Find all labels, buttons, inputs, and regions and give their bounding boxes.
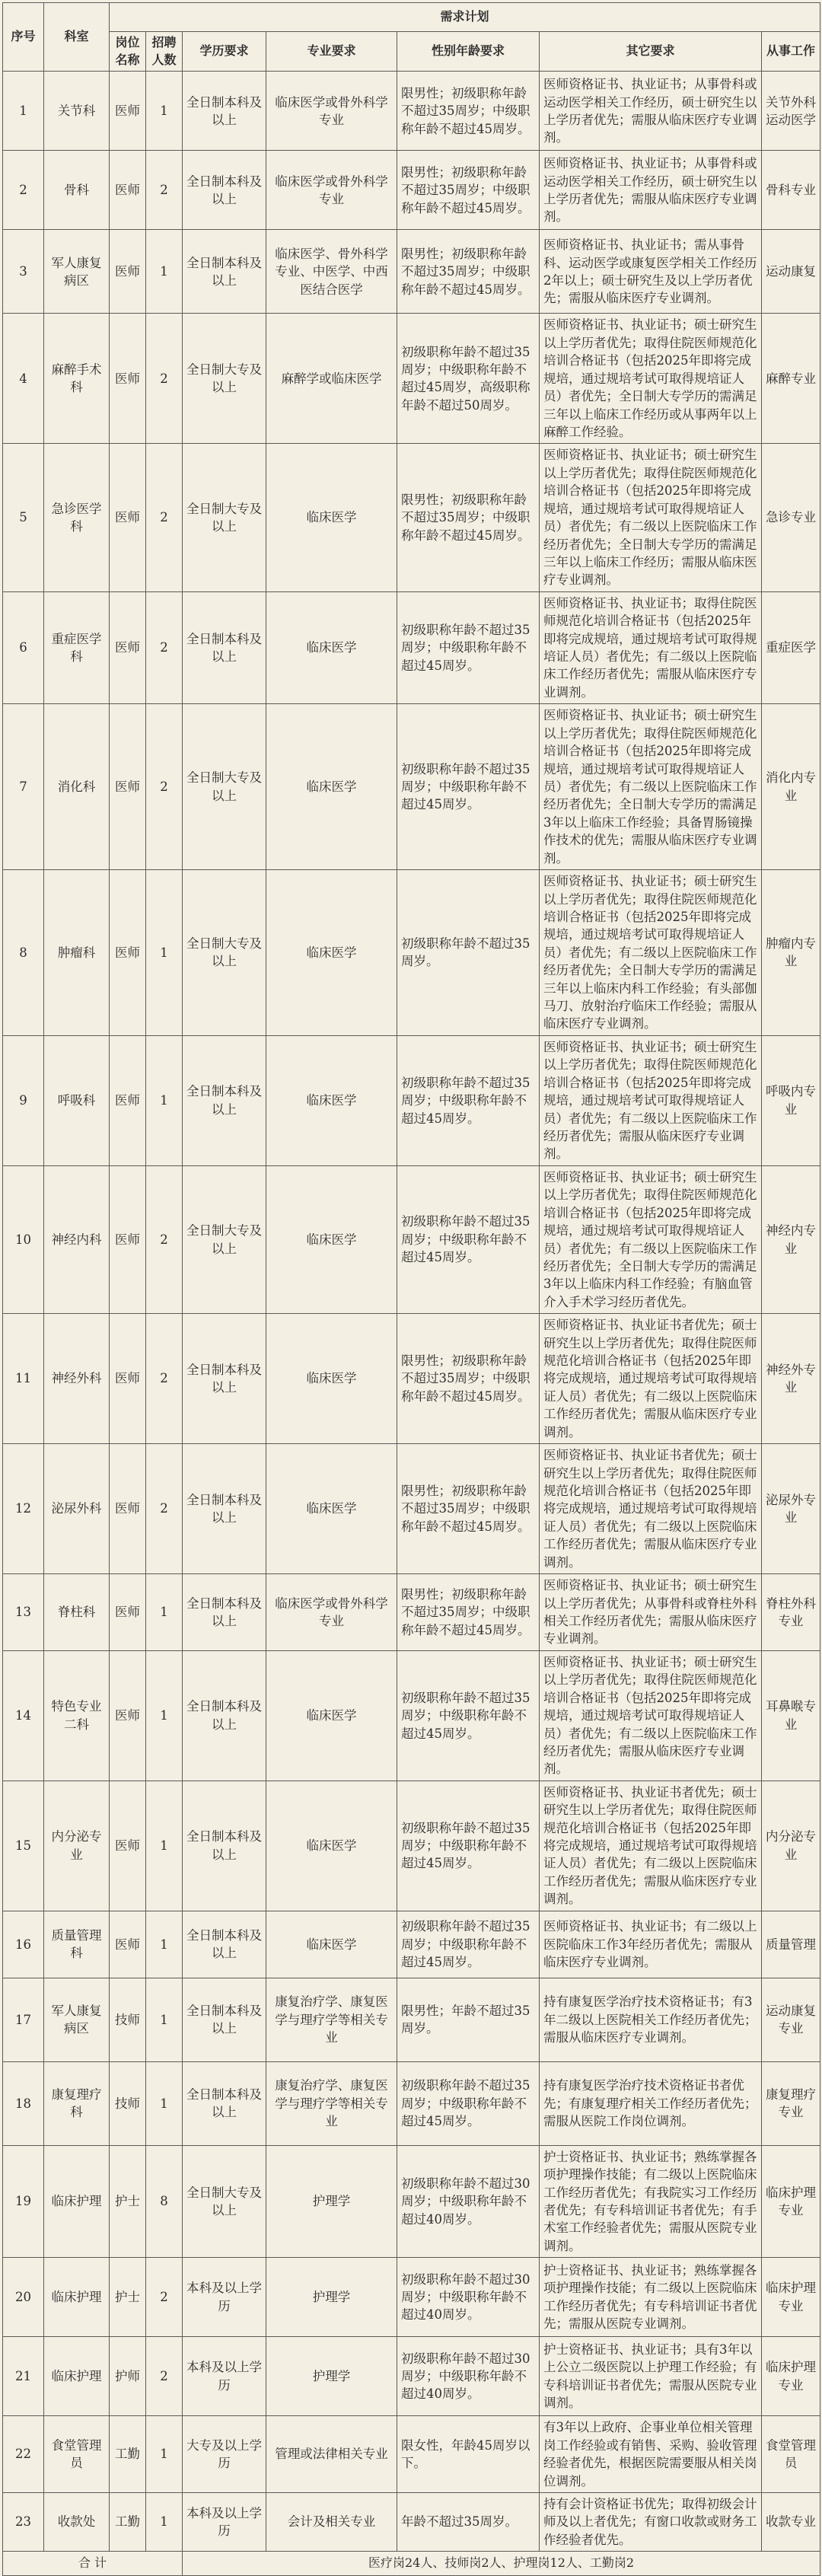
cell-age: 初级职称年龄不超过35周岁；中级职称年龄不超过45周岁。 xyxy=(397,1165,540,1313)
cell-age: 限男性；初级职称年龄不超过35周岁；中级职称年龄不超过45周岁。 xyxy=(397,444,540,591)
cell-other: 医师资格证书、执业证书；硕士研究生以上学历者优先；取得住院医师规范化培训合格证书（包括2025年即将完成规培，通过规培考试可取得规培证人员）者优先；有二级以上医院临床工作经历者优先；需服从临床医疗专业调剂。 xyxy=(540,1650,762,1781)
cell-age: 初级职称年龄不超过35周岁；中级职称年龄不超过45周岁，高级职称年龄不超过50周岁。 xyxy=(397,314,540,444)
cell-position: 医师 xyxy=(110,704,146,870)
cell-dept: 麻醉手术科 xyxy=(44,314,110,444)
cell-age: 初级职称年龄不超过35周岁；中级职称年龄不超过45周岁。 xyxy=(397,1035,540,1165)
cell-work: 麻醉专业 xyxy=(762,314,820,444)
table-body xyxy=(3,72,820,2576)
cell-position: 医师 xyxy=(110,1781,146,1911)
cell-edu: 全日制本科及以上 xyxy=(183,1574,266,1651)
cell-count: 2 xyxy=(146,314,183,444)
cell-edu: 全日制本科及以上 xyxy=(183,1314,266,1444)
cell-count: 1 xyxy=(146,1781,183,1911)
table-row xyxy=(3,870,820,1036)
cell-other: 医师资格证书、执业证书；硕士研究生以上学历者优先；取得住院医师规范化培训合格证书（包括2025年即将完成规培，通过规培考试可取得规培证人员）者优先；有二级以上医院临床工作经历者优先；全日制大专学历的需满足三年以上临床内科工作经验；有头部伽马刀、放射治疗临床工作经验；需服从临床医疗专业调剂。 xyxy=(540,870,762,1036)
cell-other: 护士资格证书、执业证书；具有3年以上公立二级医院以上护理工作经验；有专科培训证书者优先；需服从医院专业调剂。 xyxy=(540,2337,762,2416)
header-row-sub xyxy=(3,32,820,72)
cell-edu: 全日制本科及以上 xyxy=(183,151,266,230)
cell-position: 医师 xyxy=(110,1574,146,1651)
cell-edu: 全日制大专及以上 xyxy=(183,2145,266,2258)
cell-major: 临床医学 xyxy=(266,1911,397,1978)
table-row xyxy=(3,230,820,314)
cell-position: 护士 xyxy=(110,2145,146,2258)
cell-no: 3 xyxy=(3,230,44,314)
cell-other: 护士资格证书、执业证书；熟练掌握各项护理操作技能；有二级以上医院临床工作经历者优先；有专科培训证书者优先；需服从医院专业调剂。 xyxy=(540,2258,762,2337)
header-dept: 科室 xyxy=(44,3,110,72)
cell-no: 5 xyxy=(3,444,44,591)
cell-no: 7 xyxy=(3,704,44,870)
cell-count: 2 xyxy=(146,1444,183,1574)
table-row xyxy=(3,1911,820,1978)
cell-position: 医师 xyxy=(110,314,146,444)
table-row xyxy=(3,2416,820,2493)
cell-count: 1 xyxy=(146,2061,183,2145)
cell-work: 临床护理专业 xyxy=(762,2145,820,2258)
cell-count: 1 xyxy=(146,1978,183,2061)
cell-no: 14 xyxy=(3,1650,44,1781)
cell-other: 医师资格证书、执业证书者优先；硕士研究生以上学历者优先；取得住院医师规范化培训合格证书（包括2025年即将完成规培，通过规培考试可取得规培证人员）者优先；有二级以上医院临床工作经历者优先；需服从临床医疗专业调剂。 xyxy=(540,1781,762,1911)
total-label: 合 计 xyxy=(3,2552,183,2576)
cell-position: 护师 xyxy=(110,2337,146,2416)
cell-edu: 全日制本科及以上 xyxy=(183,591,266,704)
cell-work: 内分泌专业 xyxy=(762,1781,820,1911)
cell-position: 医师 xyxy=(110,591,146,704)
cell-no: 1 xyxy=(3,72,44,151)
cell-major: 临床医学或骨外科学专业 xyxy=(266,72,397,151)
cell-work: 泌尿外专业 xyxy=(762,1444,820,1574)
cell-edu: 本科及以上学历 xyxy=(183,2258,266,2337)
cell-edu: 全日制大专及以上 xyxy=(183,704,266,870)
table-row xyxy=(3,704,820,870)
header-major: 专业要求 xyxy=(266,32,397,72)
cell-other: 医师资格证书、执业证书；有二级以上医院临床工作3年经历者优先；需服从临床医疗专业调剂。 xyxy=(540,1911,762,1978)
cell-major: 康复治疗学、康复医学与理疗学等相关专业 xyxy=(266,2061,397,2145)
table-row xyxy=(3,1165,820,1313)
table-row xyxy=(3,2145,820,2258)
cell-age: 初级职称年龄不超过35周岁；中级职称年龄不超过45周岁。 xyxy=(397,2061,540,2145)
cell-dept: 消化科 xyxy=(44,704,110,870)
cell-major: 会计及相关专业 xyxy=(266,2492,397,2551)
cell-other: 持有康复医学治疗技术资格证书者优先；有康复理疗相关工作经历者优先；需服从医院工作岗位调剂。 xyxy=(540,2061,762,2145)
header-count: 招聘人数 xyxy=(146,32,183,72)
table-row xyxy=(3,2492,820,2551)
cell-dept: 康复理疗科 xyxy=(44,2061,110,2145)
cell-position: 医师 xyxy=(110,1314,146,1444)
cell-count: 2 xyxy=(146,2337,183,2416)
cell-work: 肿瘤内专业 xyxy=(762,870,820,1036)
table-row xyxy=(3,72,820,151)
cell-age: 初级职称年龄不超过30周岁；中级职称年龄不超过40周岁。 xyxy=(397,2258,540,2337)
cell-edu: 全日制本科及以上 xyxy=(183,1978,266,2061)
total-row xyxy=(3,2552,820,2576)
cell-dept: 泌尿外科 xyxy=(44,1444,110,1574)
cell-other: 护士资格证书、执业证书；熟练掌握各项护理操作技能；有二级以上医院临床工作经历者优先；有我院实习工作经历者优先；有专科培训证书者优先；有手术室工作经验者优先；需服从医院专业调剂。 xyxy=(540,2145,762,2258)
total-summary: 医疗岗24人、技师岗2人、护理岗12人、工勤岗2 xyxy=(183,2552,820,2576)
header-position: 岗位名称 xyxy=(110,32,146,72)
cell-count: 1 xyxy=(146,870,183,1036)
cell-edu: 全日制本科及以上 xyxy=(183,2061,266,2145)
cell-dept: 军人康复病区 xyxy=(44,1978,110,2061)
cell-no: 6 xyxy=(3,591,44,704)
cell-dept: 急诊医学科 xyxy=(44,444,110,591)
cell-count: 1 xyxy=(146,2492,183,2551)
cell-no: 22 xyxy=(3,2416,44,2493)
cell-edu: 全日制本科及以上 xyxy=(183,230,266,314)
cell-position: 医师 xyxy=(110,1165,146,1313)
table-row xyxy=(3,2258,820,2337)
cell-dept: 神经外科 xyxy=(44,1314,110,1444)
cell-position: 护士 xyxy=(110,2258,146,2337)
cell-no: 13 xyxy=(3,1574,44,1651)
cell-no: 4 xyxy=(3,314,44,444)
cell-count: 8 xyxy=(146,2145,183,2258)
table-row xyxy=(3,1444,820,1574)
cell-count: 2 xyxy=(146,591,183,704)
cell-other: 医师资格证书、执业证书；从事骨科或运动医学相关工作经历，硕士研究生以上学历者优先；需服从临床医疗专业调剂。 xyxy=(540,151,762,230)
cell-count: 2 xyxy=(146,1165,183,1313)
cell-count: 1 xyxy=(146,1911,183,1978)
cell-no: 16 xyxy=(3,1911,44,1978)
cell-edu: 全日制本科及以上 xyxy=(183,1781,266,1911)
cell-position: 医师 xyxy=(110,444,146,591)
cell-no: 12 xyxy=(3,1444,44,1574)
cell-edu: 本科及以上学历 xyxy=(183,2492,266,2551)
cell-other: 持有康复医学治疗技术资格证书；有3年二级以上医院相关工作经历者优先；需服从临床医疗专业调剂。 xyxy=(540,1978,762,2061)
cell-work: 临床护理专业 xyxy=(762,2337,820,2416)
cell-count: 1 xyxy=(146,230,183,314)
cell-count: 2 xyxy=(146,704,183,870)
cell-no: 20 xyxy=(3,2258,44,2337)
cell-dept: 食堂管理员 xyxy=(44,2416,110,2493)
cell-dept: 神经内科 xyxy=(44,1165,110,1313)
cell-dept: 特色专业二科 xyxy=(44,1650,110,1781)
cell-edu: 全日制大专及以上 xyxy=(183,1165,266,1313)
table-row xyxy=(3,1035,820,1165)
cell-age: 限男性；初级职称年龄不超过35周岁；中级职称年龄不超过45周岁。 xyxy=(397,1314,540,1444)
cell-age: 年龄不超过35周岁。 xyxy=(397,2492,540,2551)
cell-age: 初级职称年龄不超过35周岁；中级职称年龄不超过45周岁。 xyxy=(397,591,540,704)
cell-position: 医师 xyxy=(110,230,146,314)
cell-dept: 质量管理科 xyxy=(44,1911,110,1978)
cell-work: 消化内专业 xyxy=(762,704,820,870)
table-row xyxy=(3,2337,820,2416)
cell-work: 神经内专业 xyxy=(762,1165,820,1313)
cell-major: 康复治疗学、康复医学与理疗学等相关专业 xyxy=(266,1978,397,2061)
header-gender-age: 性别年龄要求 xyxy=(397,32,540,72)
cell-major: 临床医学 xyxy=(266,591,397,704)
cell-edu: 全日制本科及以上 xyxy=(183,72,266,151)
cell-age: 初级职称年龄不超过30周岁；中级职称年龄不超过40周岁。 xyxy=(397,2145,540,2258)
cell-major: 护理学 xyxy=(266,2337,397,2416)
cell-other: 医师资格证书、执业证书者优先；硕士研究生以上学历者优先；取得住院医师规范化培训合格证书（包括2025年即将完成规培，通过规培考试可取得规培证人员）者优先；有二级以上医院临床工作经历者优先；需服从临床医疗专业调剂。 xyxy=(540,1444,762,1574)
cell-major: 临床医学 xyxy=(266,1781,397,1911)
cell-work: 神经外专业 xyxy=(762,1314,820,1444)
cell-age: 初级职称年龄不超过30周岁；中级职称年龄不超过40周岁。 xyxy=(397,2337,540,2416)
cell-edu: 本科及以上学历 xyxy=(183,2337,266,2416)
cell-edu: 全日制大专及以上 xyxy=(183,314,266,444)
cell-no: 21 xyxy=(3,2337,44,2416)
cell-position: 工勤 xyxy=(110,2416,146,2493)
cell-major: 临床医学 xyxy=(266,1314,397,1444)
cell-age: 限男性；初级职称年龄不超过35周岁；中级职称年龄不超过45周岁。 xyxy=(397,230,540,314)
cell-count: 1 xyxy=(146,2416,183,2493)
cell-other: 医师资格证书、执业证书；硕士研究生以上学历者优先；取得住院医师规范化培训合格证书（包括2025年即将完成规培，通过规培考试可取得规培证人员）者优先；有二级以上医院临床工作经历者优先；需服从临床医疗专业调剂。 xyxy=(540,1035,762,1165)
cell-major: 临床医学或骨外科学专业 xyxy=(266,151,397,230)
cell-major: 麻醉学或临床医学 xyxy=(266,314,397,444)
cell-other: 医师资格证书、执业证书；硕士研究生以上学历者优先；从事骨科或脊柱外科相关工作经历者优先；需服从临床医疗专业调剂。 xyxy=(540,1574,762,1651)
cell-other: 医师资格证书、执业证书；从事骨科或运动医学相关工作经历，硕士研究生以上学历者优先；需服从临床医疗专业调剂。 xyxy=(540,72,762,151)
cell-other: 医师资格证书、执业证书；硕士研究生以上学历者优先；取得住院医师规范化培训合格证书（包括2025年即将完成规培，通过规培考试可取得规培证人员）者优先；有二级以上医院临床工作经历者优先；全日制大专学历的需满足3年以上临床工作经验；具备胃肠镜操作技术的优先；需服从临床医疗专业调剂。 xyxy=(540,704,762,870)
cell-dept: 关节科 xyxy=(44,72,110,151)
table-row xyxy=(3,2061,820,2145)
cell-work: 收款专业 xyxy=(762,2492,820,2551)
cell-age: 限男性；初级职称年龄不超过35周岁；中级职称年龄不超过45周岁。 xyxy=(397,151,540,230)
table-row xyxy=(3,1781,820,1911)
cell-work: 质量管理 xyxy=(762,1911,820,1978)
cell-position: 医师 xyxy=(110,1650,146,1781)
cell-major: 临床医学、骨外科学专业、中医学、中西医结合医学 xyxy=(266,230,397,314)
table-row xyxy=(3,151,820,230)
cell-edu: 全日制本科及以上 xyxy=(183,1035,266,1165)
cell-other: 持有会计资格证书优先；取得初级会计师及以上者优先；有窗口收款或财务工作经验者优先。 xyxy=(540,2492,762,2551)
table-row xyxy=(3,1650,820,1781)
cell-edu: 全日制大专及以上 xyxy=(183,444,266,591)
table-row xyxy=(3,1574,820,1651)
cell-work: 呼吸内专业 xyxy=(762,1035,820,1165)
cell-major: 护理学 xyxy=(266,2145,397,2258)
cell-major: 临床医学 xyxy=(266,1165,397,1313)
header-work: 从事工作 xyxy=(762,32,820,72)
cell-major: 临床医学 xyxy=(266,1444,397,1574)
cell-work: 运动康复 xyxy=(762,230,820,314)
cell-age: 初级职称年龄不超过35周岁；中级职称年龄不超过45周岁。 xyxy=(397,1650,540,1781)
cell-no: 23 xyxy=(3,2492,44,2551)
recruitment-table xyxy=(2,2,820,2576)
table-row xyxy=(3,591,820,704)
cell-no: 9 xyxy=(3,1035,44,1165)
cell-other: 医师资格证书、执业证书；硕士研究生以上学历者优先；取得住院医师规范化培训合格证书（包括2025年即将完成规培，通过规培考试可取得规培证人员）者优先；全日制大专学历的需满足三年以上临床工作经历或从事两年以上麻醉工作经验。 xyxy=(540,314,762,444)
cell-no: 10 xyxy=(3,1165,44,1313)
cell-other: 有3年以上政府、企事业单位相关管理岗工作经验或有销售、采购、验收管理经验者优先，根据医院需要服从相关岗位调剂。 xyxy=(540,2416,762,2493)
cell-dept: 重症医学科 xyxy=(44,591,110,704)
cell-other: 医师资格证书、执业证书；需从事骨科、运动医学或康复医学相关工作经历2年以上；硕士研究生及以上学历者优先；需服从临床医疗专业调剂。 xyxy=(540,230,762,314)
table-row xyxy=(3,444,820,591)
cell-position: 工勤 xyxy=(110,2492,146,2551)
recruitment-table-page xyxy=(0,2,822,2571)
cell-position: 医师 xyxy=(110,1035,146,1165)
cell-edu: 全日制本科及以上 xyxy=(183,1650,266,1781)
cell-work: 临床护理专业 xyxy=(762,2258,820,2337)
cell-other: 医师资格证书、执业证书者优先；硕士研究生以上学历者优先；取得住院医师规范化培训合格证书（包括2025年即将完成规培，通过规培考试可取得规培证人员）者优先；有二级以上医院临床工作经历者优先；需服从临床医疗专业调剂。 xyxy=(540,1314,762,1444)
cell-work: 急诊专业 xyxy=(762,444,820,591)
cell-count: 2 xyxy=(146,444,183,591)
cell-work: 康复理疗专业 xyxy=(762,2061,820,2145)
cell-age: 初级职称年龄不超过35周岁。 xyxy=(397,870,540,1036)
cell-dept: 内分泌专业 xyxy=(44,1781,110,1911)
cell-no: 2 xyxy=(3,151,44,230)
cell-count: 1 xyxy=(146,72,183,151)
cell-age: 限男性；初级职称年龄不超过35周岁；中级职称年龄不超过45周岁。 xyxy=(397,72,540,151)
cell-no: 18 xyxy=(3,2061,44,2145)
cell-no: 15 xyxy=(3,1781,44,1911)
cell-position: 技师 xyxy=(110,1978,146,2061)
cell-position: 技师 xyxy=(110,2061,146,2145)
cell-major: 临床医学 xyxy=(266,1035,397,1165)
cell-dept: 军人康复病区 xyxy=(44,230,110,314)
cell-major: 临床医学 xyxy=(266,444,397,591)
cell-count: 2 xyxy=(146,1314,183,1444)
cell-dept: 脊柱科 xyxy=(44,1574,110,1651)
cell-age: 初级职称年龄不超过35周岁；中级职称年龄不超过45周岁。 xyxy=(397,1911,540,1978)
table-row xyxy=(3,1314,820,1444)
cell-age: 限男性；初级职称年龄不超过35周岁；中级职称年龄不超过45周岁。 xyxy=(397,1574,540,1651)
cell-major: 护理学 xyxy=(266,2258,397,2337)
cell-edu: 全日制本科及以上 xyxy=(183,1444,266,1574)
cell-major: 临床医学或骨外科学专业 xyxy=(266,1574,397,1651)
header-no: 序号 xyxy=(3,3,44,72)
cell-major: 临床医学 xyxy=(266,870,397,1036)
cell-count: 1 xyxy=(146,1574,183,1651)
cell-work: 食堂管理员 xyxy=(762,2416,820,2493)
header-other: 其它要求 xyxy=(540,32,762,72)
cell-dept: 临床护理 xyxy=(44,2258,110,2337)
cell-edu: 全日制本科及以上 xyxy=(183,1911,266,1978)
cell-dept: 肿瘤科 xyxy=(44,870,110,1036)
cell-edu: 全日制大专及以上 xyxy=(183,870,266,1036)
cell-position: 医师 xyxy=(110,870,146,1036)
table-row xyxy=(3,1978,820,2061)
cell-no: 11 xyxy=(3,1314,44,1444)
cell-age: 限男性；初级职称年龄不超过35周岁；中级职称年龄不超过45周岁。 xyxy=(397,1444,540,1574)
cell-major: 管理或法律相关专业 xyxy=(266,2416,397,2493)
cell-other: 医师资格证书、执业证书；取得住院医师规范化培训合格证书（包括2025年即将完成规培，通过规培考试可取得规培证人员）者优先；有二级以上医院临床工作经历者优先；需服从临床医疗专业调剂。 xyxy=(540,591,762,704)
cell-work: 耳鼻喉专业 xyxy=(762,1650,820,1781)
cell-work: 重症医学 xyxy=(762,591,820,704)
cell-other: 医师资格证书、执业证书；硕士研究生以上学历者优先；取得住院医师规范化培训合格证书（包括2025年即将完成规培，通过规培考试可取得规培证人员）者优先；有二级以上医院临床工作经历者优先；全日制大专学历的需满足3年以上临床内科工作经验；有脑血管介入手术学习经历者优先。 xyxy=(540,1165,762,1313)
cell-no: 19 xyxy=(3,2145,44,2258)
cell-no: 8 xyxy=(3,870,44,1036)
cell-work: 运动康复专业 xyxy=(762,1978,820,2061)
cell-age: 初级职称年龄不超过35周岁；中级职称年龄不超过45周岁。 xyxy=(397,704,540,870)
header-edu: 学历要求 xyxy=(183,32,266,72)
cell-major: 临床医学 xyxy=(266,704,397,870)
cell-work: 关节外科运动医学 xyxy=(762,72,820,151)
cell-count: 1 xyxy=(146,1650,183,1781)
table-row xyxy=(3,314,820,444)
cell-position: 医师 xyxy=(110,1444,146,1574)
cell-dept: 骨科 xyxy=(44,151,110,230)
cell-dept: 呼吸科 xyxy=(44,1035,110,1165)
cell-no: 17 xyxy=(3,1978,44,2061)
cell-age: 限男性；年龄不超过35周岁。 xyxy=(397,1978,540,2061)
cell-position: 医师 xyxy=(110,151,146,230)
cell-dept: 临床护理 xyxy=(44,2337,110,2416)
cell-major: 临床医学 xyxy=(266,1650,397,1781)
cell-position: 医师 xyxy=(110,1911,146,1978)
cell-count: 2 xyxy=(146,151,183,230)
cell-edu: 大专及以上学历 xyxy=(183,2416,266,2493)
cell-work: 脊柱外科专业 xyxy=(762,1574,820,1651)
cell-age: 初级职称年龄不超过35周岁；中级职称年龄不超过45周岁。 xyxy=(397,1781,540,1911)
cell-dept: 收款处 xyxy=(44,2492,110,2551)
cell-count: 1 xyxy=(146,1035,183,1165)
header-row-top xyxy=(3,3,820,32)
cell-dept: 临床护理 xyxy=(44,2145,110,2258)
cell-count: 2 xyxy=(146,2258,183,2337)
cell-work: 骨科专业 xyxy=(762,151,820,230)
header-plan: 需求计划 xyxy=(110,3,820,32)
cell-age: 限女性，年龄45周岁以下。 xyxy=(397,2416,540,2493)
cell-other: 医师资格证书、执业证书；硕士研究生以上学历者优先；取得住院医师规范化培训合格证书（包括2025年即将完成规培，通过规培考试可取得规培证人员）者优先；有二级以上医院临床工作经历者优先；全日制大专学历的需满足三年以上临床工作经历；需服从临床医疗专业调剂。 xyxy=(540,444,762,591)
cell-position: 医师 xyxy=(110,72,146,151)
